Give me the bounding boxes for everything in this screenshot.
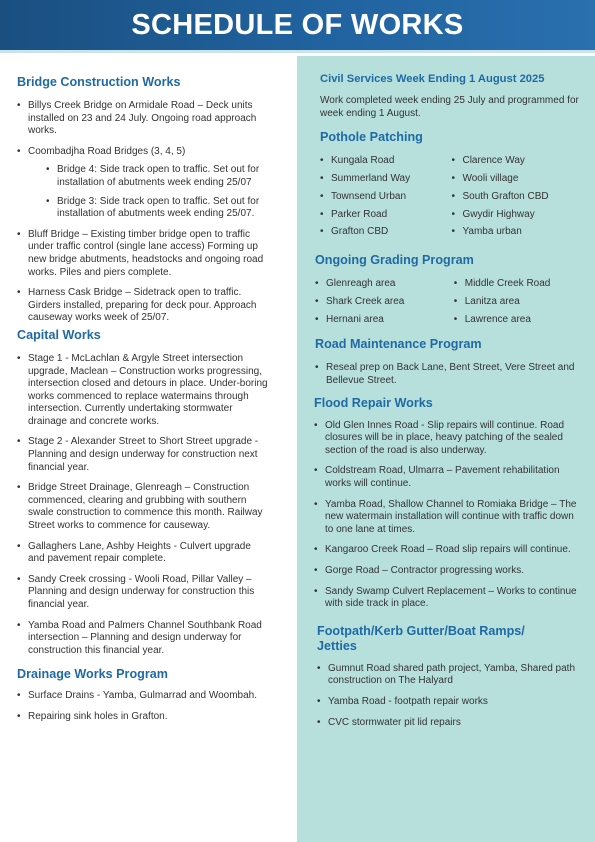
list-item: • Wooli village xyxy=(451,173,579,186)
capital-list xyxy=(17,353,269,657)
footpath-list xyxy=(313,663,579,729)
list-item: • Gorge Road – Contractor progressing works. xyxy=(314,565,579,578)
sub-list-item: • Bridge 4: Side track open to traffic. Set out for installation of abutments week ending 25/07 xyxy=(28,164,269,189)
list-item-text: Coombadjha Road Bridges (3, 4, 5) xyxy=(28,145,186,157)
list-item: • Summerland Way xyxy=(320,173,451,186)
list-item: • Lanitza area xyxy=(454,296,579,309)
list-item: • Stage 1 - McLachlan & Argyle Street intersection upgrade, Maclean – Construction works progressing, intersection closed and detours in place. Under-boring works commenced to replace watermains through intersection. Currently undertaking stormwater drainage and concrete works. xyxy=(17,353,269,429)
grading-lists xyxy=(313,278,579,331)
bridge-sublist xyxy=(28,164,269,220)
section-title-drainage: Drainage Works Program xyxy=(17,667,168,682)
list-item: • Glenreagh area xyxy=(315,278,454,291)
list-item: • Reseal prep on Back Lane, Bent Street, Vere Street and Bellevue Street. xyxy=(315,362,579,387)
sub-list-item: • Bridge 3: Side track open to traffic. Set out for installation of abutments week ending 25/07. xyxy=(28,196,269,221)
drainage-list xyxy=(17,690,269,723)
grading-list-right xyxy=(454,278,579,331)
list-item: • Gwydir Highway xyxy=(451,209,579,222)
bridge-list xyxy=(17,100,269,325)
list-item: • Yamba urban xyxy=(451,226,579,239)
section-title-pothole: Pothole Patching xyxy=(320,130,423,145)
list-item: • Clarence Way xyxy=(451,155,579,168)
list-item: • Billys Creek Bridge on Armidale Road – Deck units installed on 23 and 24 July. Ongoing road approach works. xyxy=(17,100,269,138)
list-item: • Kungala Road xyxy=(320,155,451,168)
flood-list xyxy=(313,420,579,611)
list-item: • Coldstream Road, Ulmarra – Pavement rehabilitation works will continue. xyxy=(314,465,579,490)
list-item: • Kangaroo Creek Road – Road slip repairs will continue. xyxy=(314,544,579,557)
list-item: • Gallaghers Lane, Ashby Heights - Culvert upgrade and pavement repair complete. xyxy=(17,541,269,566)
list-item: • Bridge Street Drainage, Glenreagh – Construction commenced, clearing and grubbing with southern swale construction to commence this month. Railway Street works to commence for causeway. xyxy=(17,482,269,532)
list-item: • Yamba Road - footpath repair works xyxy=(317,696,579,709)
page-title: SCHEDULE OF WORKS xyxy=(131,8,464,41)
list-item: • Middle Creek Road xyxy=(454,278,579,291)
pothole-lists xyxy=(313,155,579,244)
section-title-capital: Capital Works xyxy=(17,327,101,342)
left-column xyxy=(17,75,269,732)
section-title-bridge: Bridge Construction Works xyxy=(17,75,181,89)
list-item: • Sandy Creek crossing - Wooli Road, Pillar Valley – Planning and design underway for construction this financial year. xyxy=(17,574,269,612)
grading-list-left xyxy=(315,278,454,331)
pothole-list-left xyxy=(320,155,451,244)
list-item: • Yamba Road and Palmers Channel Southbank Road intersection – Planning and design underway for construction this financial year. xyxy=(17,620,269,658)
list-item: • Townsend Urban xyxy=(320,191,451,204)
maintenance-list xyxy=(313,362,579,387)
section-title-civil: Civil Services Week Ending 1 August 2025 xyxy=(320,73,545,85)
section-title-footpath: Footpath/Kerb Gutter/Boat Ramps/ Jetties xyxy=(317,623,525,653)
list-item: • Gumnut Road shared path project, Yamba, Shared path construction on The Halyard xyxy=(317,663,579,688)
list-item: • Lawrence area xyxy=(454,314,579,327)
list-item: • Old Glen Innes Road - Slip repairs will continue. Road closures will be in place, heavy patching of the sealed section of the road is also underway. xyxy=(314,420,579,458)
list-item: • Bluff Bridge – Existing timber bridge open to traffic under traffic control (single lane access) Forming up new bridge abutments, headstocks and ongoing road works. Piles and piers complete. xyxy=(17,229,269,279)
right-column xyxy=(313,72,579,737)
list-item xyxy=(17,146,269,221)
list-item: • South Grafton CBD xyxy=(451,191,579,204)
list-item: • CVC stormwater pit lid repairs xyxy=(317,717,579,730)
civil-description: Work completed week ending 25 July and programmed for week ending 1 August. xyxy=(320,95,579,119)
section-title-flood: Flood Repair Works xyxy=(314,395,433,410)
list-item: • Yamba Road, Shallow Channel to Romiaka Bridge – The new watermain installation will continue with traffic down to one lane at times. xyxy=(314,499,579,537)
list-item: • Hernani area xyxy=(315,314,454,327)
list-item: • Surface Drains - Yamba, Gulmarrad and Woombah. xyxy=(17,690,269,703)
section-title-grading: Ongoing Grading Program xyxy=(315,253,474,268)
pothole-list-right xyxy=(451,155,579,244)
list-item: • Stage 2 - Alexander Street to Short Street upgrade - Planning and design underway for construction next financial year. xyxy=(17,436,269,474)
list-item: • Sandy Swamp Culvert Replacement – Works to continue with side track in place. xyxy=(314,586,579,611)
page-header xyxy=(0,0,595,53)
list-item: • Repairing sink holes in Grafton. xyxy=(17,711,269,724)
section-title-maintenance: Road Maintenance Program xyxy=(315,337,482,352)
list-item: • Grafton CBD xyxy=(320,226,451,239)
list-item: • Harness Cask Bridge – Sidetrack open to traffic. Girders installed, preparing for deck pour. Approach causeway works week of 25/07. xyxy=(17,287,269,325)
list-item: • Shark Creek area xyxy=(315,296,454,309)
list-item: • Parker Road xyxy=(320,209,451,222)
